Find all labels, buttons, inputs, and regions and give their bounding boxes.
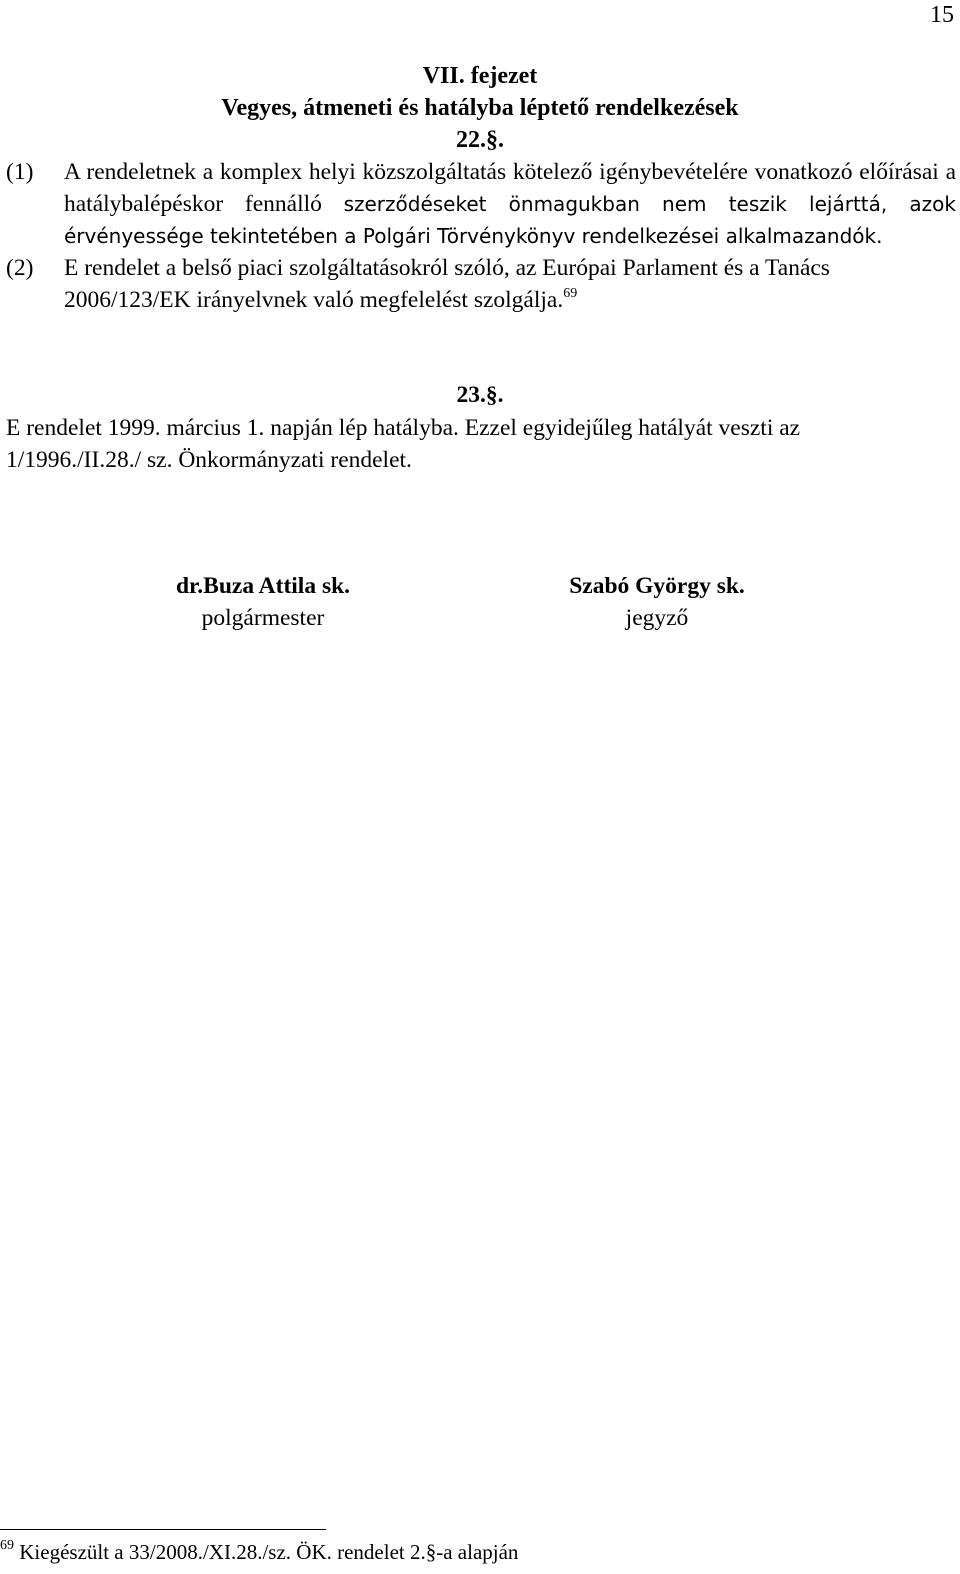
- footnote-reference[interactable]: 69: [563, 286, 578, 301]
- paragraph-2: [6, 252, 956, 316]
- signature-role: jegyző: [625, 605, 689, 631]
- signature-role: polgármester: [201, 605, 325, 631]
- chapter-number: VII. fejezet: [422, 63, 538, 89]
- footnote-text: Kiegészült a 33/2008./XI.28./sz. ÖK. rendelet 2.§-a alapján: [19, 1540, 519, 1564]
- section-23-label: 23.§.: [456, 382, 504, 408]
- section-22-label: 22.§.: [456, 127, 504, 153]
- paragraph-1: [6, 156, 956, 252]
- section-22-body: [6, 156, 956, 316]
- footnote-divider: [0, 1529, 326, 1530]
- paragraph-number: (1): [6, 159, 34, 185]
- signature-name: dr.Buza Attila sk.: [175, 573, 351, 599]
- footnote-number: 69: [0, 1538, 14, 1553]
- chapter-heading: [0, 60, 960, 156]
- page-number: 15: [930, 2, 954, 28]
- signature-mayor: [130, 570, 396, 634]
- footnote: [0, 1537, 518, 1567]
- signature-notary: [524, 570, 790, 634]
- paragraph-1-lead: A rendeletnek a komplex helyi közszolgáltatás kötelező igénybevételére vonatkozó előírásai a hatálybalépéskor fennálló: [64, 159, 956, 217]
- paragraph-number: (2): [6, 255, 34, 281]
- signature-name: Szabó György sk.: [569, 573, 745, 599]
- chapter-title: Vegyes, átmeneti és hatályba léptető rendelkezések: [221, 95, 739, 121]
- paragraph-text: [64, 156, 956, 252]
- paragraph-text: [64, 252, 956, 316]
- paragraph-2-text: E rendelet a belső piaci szolgáltatásokról szóló, az Európai Parlament és a Tanács 2006/123/EK irányelvnek való megfelelést szolgálja.: [64, 255, 830, 313]
- section-23-text: E rendelet 1999. március 1. napján lép hatályba. Ezzel egyidejűleg hatályát veszti az 1/1996./II.28./ sz. Önkormányzati rendelet.: [6, 415, 801, 473]
- paragraph-1-rest: szerződéseket önmagukban nem teszik lejárttá, azok érvényessége tekintetében a Polgári Törvénykönyv rendelkezései alkalmazandók.: [64, 192, 956, 248]
